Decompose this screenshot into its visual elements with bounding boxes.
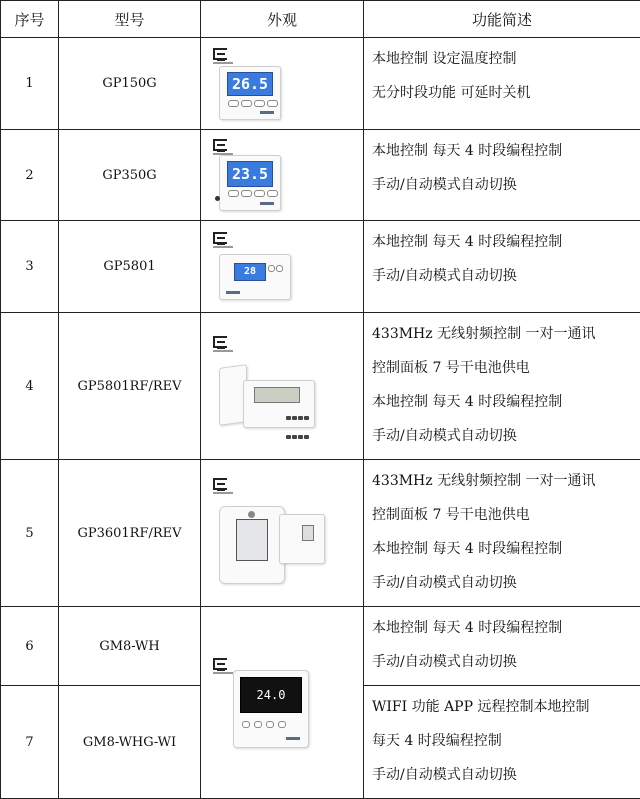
feature-line: 手动/自动模式自动切换 xyxy=(372,174,640,208)
product-image-cell xyxy=(201,460,364,607)
feature-line: 本地控制 每天 4 时段编程控制 xyxy=(372,231,640,265)
feature-line: 手动/自动模式自动切换 xyxy=(372,651,640,685)
row-features xyxy=(364,686,640,799)
row-index: 2 xyxy=(1,130,59,221)
feature-line: 手动/自动模式自动切换 xyxy=(372,572,640,606)
thermostat-body xyxy=(233,670,309,748)
lcd-display: 26.5 xyxy=(227,72,273,96)
header-appearance: 外观 xyxy=(201,1,364,38)
feature-line: 手动/自动模式自动切换 xyxy=(372,265,640,299)
thermostat-product-image xyxy=(213,336,318,436)
row-model: GP3601RF/REV xyxy=(59,460,201,607)
row-model: GP350G xyxy=(59,130,201,221)
thermostat-body xyxy=(219,155,281,211)
row-index: 4 xyxy=(1,313,59,460)
table-header-row xyxy=(1,1,640,38)
thermostat-product-image xyxy=(213,139,293,211)
feature-line: 无分时段功能 可延时关机 xyxy=(372,82,640,116)
feature-line: 本地控制 每天 4 时段编程控制 xyxy=(372,617,640,651)
header-index: 序号 xyxy=(1,1,59,38)
lcd-display: 28 xyxy=(234,263,266,281)
row-model: GM8-WH xyxy=(59,607,201,686)
row-model: GP5801RF/REV xyxy=(59,313,201,460)
table-row xyxy=(1,38,640,130)
receiver-body xyxy=(279,514,325,564)
feature-line: 本地控制 每天 4 时段编程控制 xyxy=(372,538,640,572)
table-row xyxy=(1,221,640,313)
table-row xyxy=(1,607,640,686)
feature-line: 433MHz 无线射频控制 一对一通讯 xyxy=(372,323,640,357)
product-image-cell xyxy=(201,607,364,799)
thermostat-body xyxy=(219,254,291,300)
lcd-display: 23.5 xyxy=(227,161,273,187)
thermostat-product-image xyxy=(213,478,333,588)
product-image-cell xyxy=(201,221,364,313)
feature-line: 本地控制 每天 4 时段编程控制 xyxy=(372,391,640,425)
brand-logo-icon xyxy=(213,478,235,500)
row-features xyxy=(364,221,640,313)
row-model: GM8-WHG-WI xyxy=(59,686,201,799)
product-image-cell xyxy=(201,38,364,130)
feature-line: WIFI 功能 APP 远程控制本地控制 xyxy=(372,696,640,730)
thermostat-product-image xyxy=(213,658,313,748)
header-features: 功能简述 xyxy=(364,1,640,38)
feature-line: 手动/自动模式自动切换 xyxy=(372,764,640,798)
feature-line: 本地控制 每天 4 时段编程控制 xyxy=(372,140,640,174)
feature-line: 每天 4 时段编程控制 xyxy=(372,730,640,764)
row-features xyxy=(364,313,640,460)
controller-body xyxy=(243,380,315,428)
row-index: 7 xyxy=(1,686,59,799)
feature-line: 手动/自动模式自动切换 xyxy=(372,425,640,459)
brand-logo-icon xyxy=(213,232,235,254)
lcd-display: 24.0 xyxy=(240,677,302,713)
product-image-cell xyxy=(201,130,364,221)
product-image-cell xyxy=(201,313,364,460)
row-index: 5 xyxy=(1,460,59,607)
thermostat-product-image xyxy=(213,232,303,302)
thermostat-body xyxy=(219,66,281,120)
row-features xyxy=(364,38,640,130)
brand-logo-icon xyxy=(213,336,235,358)
row-model: GP5801 xyxy=(59,221,201,313)
thermostat-product-image xyxy=(213,48,293,120)
feature-line: 控制面板 7 号干电池供电 xyxy=(372,504,640,538)
table-row xyxy=(1,460,640,607)
feature-line: 控制面板 7 号干电池供电 xyxy=(372,357,640,391)
row-features xyxy=(364,607,640,686)
row-model: GP150G xyxy=(59,38,201,130)
row-index: 6 xyxy=(1,607,59,686)
row-index: 3 xyxy=(1,221,59,313)
row-features xyxy=(364,460,640,607)
header-model: 型号 xyxy=(59,1,201,38)
controller-body xyxy=(219,506,285,584)
row-index: 1 xyxy=(1,38,59,130)
table-row xyxy=(1,313,640,460)
brand-logo-icon xyxy=(213,658,235,680)
row-features xyxy=(364,130,640,221)
table-row xyxy=(1,130,640,221)
feature-line: 433MHz 无线射频控制 一对一通讯 xyxy=(372,470,640,504)
feature-line: 本地控制 设定温度控制 xyxy=(372,48,640,82)
